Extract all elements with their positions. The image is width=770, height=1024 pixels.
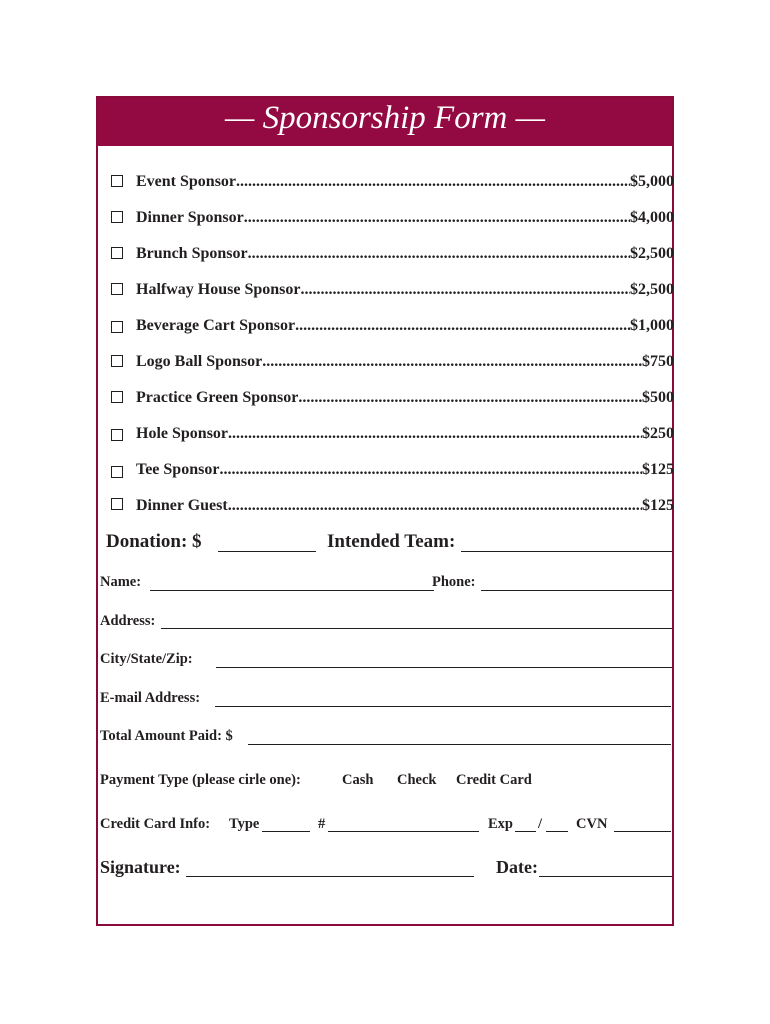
donation-input-line[interactable] bbox=[218, 551, 316, 552]
sponsor-label: Tee Sponsor bbox=[136, 461, 220, 478]
donation-label: Donation: $ bbox=[106, 531, 202, 552]
checkbox-event-sponsor[interactable] bbox=[111, 175, 123, 187]
sponsor-label: Halfway House Sponsor bbox=[136, 281, 301, 298]
sponsor-option-tee[interactable] bbox=[108, 459, 674, 481]
cc-exp-label: Exp bbox=[488, 816, 513, 832]
cc-cvn-input-line[interactable] bbox=[614, 831, 671, 832]
sponsor-option-brunch[interactable] bbox=[108, 243, 674, 265]
sponsor-option-event[interactable] bbox=[108, 171, 674, 193]
sponsor-option-hole[interactable] bbox=[108, 423, 674, 445]
signature-input-line[interactable] bbox=[186, 876, 474, 877]
sponsor-option-beverage-cart[interactable] bbox=[108, 315, 674, 337]
sponsor-label: Beverage Cart Sponsor bbox=[136, 317, 296, 334]
sponsor-price: $125 bbox=[642, 497, 674, 514]
total-amount-label: Total Amount Paid: $ bbox=[100, 728, 233, 744]
credit-card-info-label: Credit Card Info: bbox=[100, 816, 211, 832]
form-title: — Sponsorship Form — bbox=[98, 98, 672, 146]
sponsor-price: $750 bbox=[642, 353, 674, 370]
city-state-zip-label: City/State/Zip: bbox=[100, 651, 193, 667]
city-state-zip-input-line[interactable] bbox=[216, 667, 672, 668]
checkbox-halfway-house-sponsor[interactable] bbox=[111, 283, 123, 295]
sponsor-label: Logo Ball Sponsor bbox=[136, 353, 263, 370]
sponsor-label: Brunch Sponsor bbox=[136, 245, 248, 262]
checkbox-tee-sponsor[interactable] bbox=[111, 466, 123, 478]
cc-number-input-line[interactable] bbox=[328, 831, 479, 832]
checkbox-logo-ball-sponsor[interactable] bbox=[111, 355, 123, 367]
sponsor-option-logo-ball[interactable] bbox=[108, 351, 674, 373]
payment-option-credit-card[interactable]: Credit Card bbox=[456, 772, 532, 788]
signature-label: Signature: bbox=[100, 857, 181, 877]
name-label: Name: bbox=[100, 574, 142, 590]
sponsor-price: $250 bbox=[642, 425, 674, 442]
cc-type-label: Type bbox=[229, 816, 260, 832]
sponsorship-form bbox=[96, 96, 674, 926]
sponsor-price: $2,500 bbox=[630, 245, 674, 262]
sponsor-label: Event Sponsor bbox=[136, 173, 237, 190]
cc-number-label: # bbox=[318, 816, 326, 832]
sponsor-option-dinner[interactable] bbox=[108, 207, 674, 229]
sponsor-price: $125 bbox=[642, 461, 674, 478]
date-label: Date: bbox=[496, 857, 538, 877]
sponsor-option-dinner-guest[interactable] bbox=[108, 495, 674, 517]
phone-input-line[interactable] bbox=[481, 590, 672, 591]
phone-label: Phone: bbox=[432, 574, 476, 590]
intended-team-label: Intended Team: bbox=[327, 531, 456, 552]
payment-type-label: Payment Type (please cirle one): bbox=[100, 772, 301, 788]
sponsor-label: Dinner Sponsor bbox=[136, 209, 244, 226]
payment-option-cash[interactable]: Cash bbox=[342, 772, 374, 788]
checkbox-dinner-guest[interactable] bbox=[111, 498, 123, 510]
sponsor-label: Hole Sponsor bbox=[136, 425, 229, 442]
cc-exp-slash: / bbox=[538, 816, 543, 832]
checkbox-dinner-sponsor[interactable] bbox=[111, 211, 123, 223]
checkbox-beverage-cart-sponsor[interactable] bbox=[111, 321, 123, 333]
sponsor-price: $5,000 bbox=[630, 173, 674, 190]
sponsor-price: $500 bbox=[642, 389, 674, 406]
sponsor-price: $1,000 bbox=[630, 317, 674, 334]
address-input-line[interactable] bbox=[161, 628, 672, 629]
email-input-line[interactable] bbox=[215, 706, 671, 707]
sponsor-label: Practice Green Sponsor bbox=[136, 389, 299, 406]
cc-exp-month-line[interactable] bbox=[515, 831, 536, 832]
address-label: Address: bbox=[100, 613, 156, 629]
total-amount-input-line[interactable] bbox=[248, 744, 671, 745]
cc-type-input-line[interactable] bbox=[262, 831, 310, 832]
checkbox-brunch-sponsor[interactable] bbox=[111, 247, 123, 259]
name-input-line[interactable] bbox=[150, 590, 434, 591]
intended-team-input-line[interactable] bbox=[461, 551, 672, 552]
sponsor-option-practice-green[interactable] bbox=[108, 387, 674, 409]
sponsor-price: $2,500 bbox=[630, 281, 674, 298]
payment-option-check[interactable]: Check bbox=[397, 772, 437, 788]
sponsor-label: Dinner Guest bbox=[136, 497, 228, 514]
sponsor-price: $4,000 bbox=[630, 209, 674, 226]
cc-cvn-label: CVN bbox=[576, 816, 608, 832]
cc-exp-year-line[interactable] bbox=[546, 831, 568, 832]
email-label: E-mail Address: bbox=[100, 690, 201, 706]
checkbox-hole-sponsor[interactable] bbox=[111, 429, 123, 441]
sponsor-option-halfway-house[interactable] bbox=[108, 279, 674, 301]
date-input-line[interactable] bbox=[539, 876, 672, 877]
checkbox-practice-green-sponsor[interactable] bbox=[111, 391, 123, 403]
